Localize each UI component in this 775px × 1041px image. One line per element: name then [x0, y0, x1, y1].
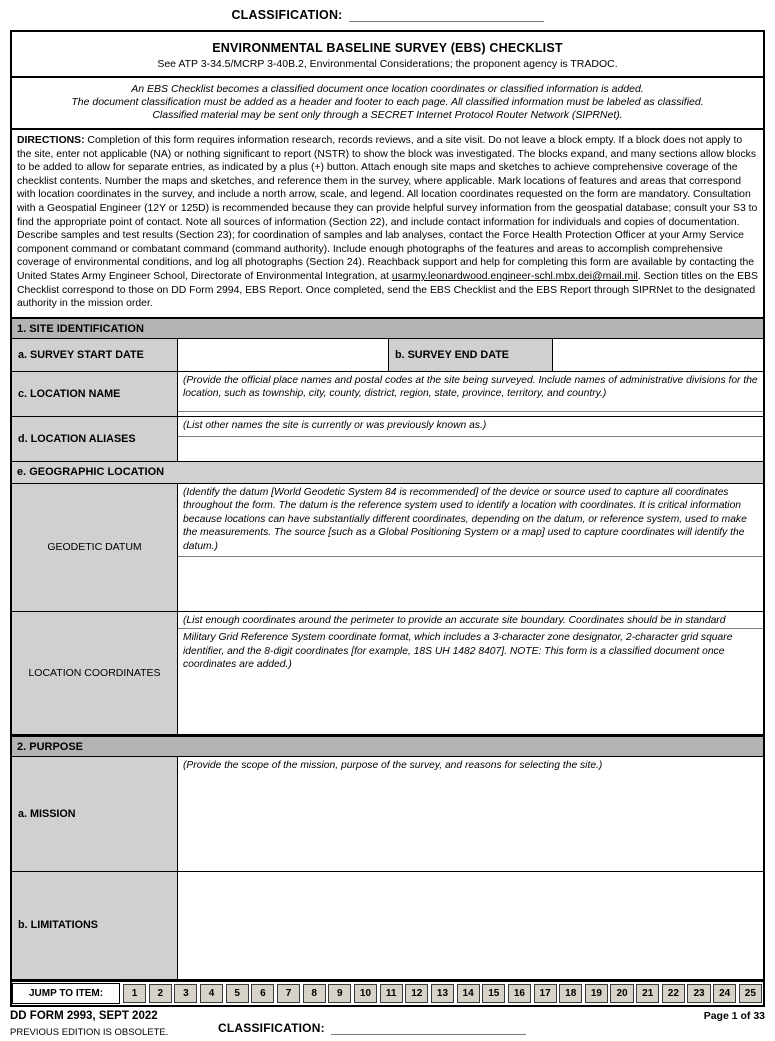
classification-input-top[interactable] [349, 9, 544, 22]
jump-button-19[interactable]: 19 [585, 984, 608, 1003]
classified-note-line: An EBS Checklist becomes a classified document once location coordinates or classified information is added. [131, 83, 644, 95]
form-subtitle: See ATP 3-34.5/MCRP 3-40B.2, Environmental Considerations; the proponent agency is TRADOC. [157, 58, 618, 70]
survey-dates-row [12, 339, 763, 372]
geodetic-datum-hint: (Identify the datum [World Geodetic System 84 is recommended] of the device or source used to capture all coordinates throughout the form. The datum is the reference system used to identify a location with coordinates. It is critical information because locations can have substantially different coordinates, depending on the datum, or reference system, used to make the measurements. The source [such as a Global Positioning System or a map] used to capture coordinates will identify the datum.) [178, 484, 763, 558]
jump-button-22[interactable]: 22 [662, 984, 685, 1003]
location-coordinates-label: LOCATION COORDINATES [12, 612, 178, 734]
location-name-row [12, 372, 763, 417]
directions-paragraph [12, 128, 763, 317]
jump-button-25[interactable]: 25 [739, 984, 762, 1003]
classified-note-block [12, 76, 763, 128]
location-coordinates-field[interactable] [178, 612, 763, 734]
limitations-field[interactable] [178, 872, 763, 979]
jump-button-17[interactable]: 17 [534, 984, 557, 1003]
top-classification-bar [0, 0, 775, 30]
jump-button-11[interactable]: 11 [380, 984, 403, 1003]
classification-label: CLASSIFICATION: [231, 8, 343, 22]
location-name-label: c. LOCATION NAME [12, 372, 178, 416]
classified-note-line: Classified material may be sent only through a SECRET Internet Protocol Router Network (SIPRNet). [152, 109, 623, 121]
previous-edition-note: PREVIOUS EDITION IS OBSOLETE. [10, 1026, 169, 1038]
jump-button-16[interactable]: 16 [508, 984, 531, 1003]
section-1-header: 1. SITE IDENTIFICATION [12, 317, 763, 339]
mission-label: a. MISSION [12, 757, 178, 871]
jump-to-item-label: JUMP TO ITEM: [12, 983, 120, 1004]
jump-button-3[interactable]: 3 [174, 984, 197, 1003]
jump-button-24[interactable]: 24 [713, 984, 736, 1003]
form-body [10, 30, 765, 1007]
survey-start-date-label: a. SURVEY START DATE [12, 339, 178, 371]
page-footer [10, 1007, 765, 1041]
classification-label: CLASSIFICATION: [218, 1020, 325, 1035]
geodetic-datum-label: GEODETIC DATUM [12, 484, 178, 611]
jump-button-1[interactable]: 1 [123, 984, 146, 1003]
location-coordinates-row [12, 612, 763, 735]
limitations-row [12, 872, 763, 980]
top-classification [231, 8, 543, 22]
jump-button-14[interactable]: 14 [457, 984, 480, 1003]
location-aliases-row [12, 417, 763, 462]
classification-input-bottom[interactable] [331, 1022, 526, 1035]
location-name-hint: (Provide the official place names and postal codes at the site being surveyed. Include names of administrative divisions for the location, such as township, city, county, district, region, state, province, territory, and country.) [178, 372, 763, 412]
jump-button-4[interactable]: 4 [200, 984, 223, 1003]
survey-start-date-field[interactable] [178, 339, 388, 371]
mission-hint: (Provide the scope of the mission, purpose of the survey, and reasons for selecting the site.) [183, 759, 603, 771]
jump-to-item-row [12, 980, 763, 1005]
jump-button-20[interactable]: 20 [610, 984, 633, 1003]
location-aliases-field[interactable] [178, 417, 763, 461]
directions-email-link[interactable]: usarmy.leonardwood.engineer-schl.mbx.dei@mail.mil [391, 270, 638, 282]
form-number: DD FORM 2993, SEPT 2022 [10, 1009, 158, 1022]
location-name-field[interactable] [178, 372, 763, 416]
jump-button-10[interactable]: 10 [354, 984, 377, 1003]
jump-button-21[interactable]: 21 [636, 984, 659, 1003]
location-aliases-label: d. LOCATION ALIASES [12, 417, 178, 461]
page-number: Page 1 of 33 [703, 1009, 765, 1022]
location-coordinates-hint-rest: Military Grid Reference System coordinate format, which includes a 3-character zone designator, 2-character grid square identifier, and the 8-digit coordinates [for example, 18S UH 1482 8407]. NOTE: This form is a classified document once coordinates are added.) [183, 632, 733, 671]
jump-button-5[interactable]: 5 [226, 984, 249, 1003]
jump-button-7[interactable]: 7 [277, 984, 300, 1003]
jump-button-18[interactable]: 18 [559, 984, 582, 1003]
bottom-classification [218, 1021, 526, 1035]
directions-tail: . Section titles on the EBS Checklist correspond to those on DD Form 2994, EBS Report. Once completed, send the EBS Checklist and the EBS Report through SIPRNet to the designated authority in the mission order. [17, 270, 758, 310]
jump-button-23[interactable]: 23 [687, 984, 710, 1003]
geographic-location-header: e. GEOGRAPHIC LOCATION [12, 462, 763, 484]
jump-button-12[interactable]: 12 [405, 984, 428, 1003]
jump-button-8[interactable]: 8 [303, 984, 326, 1003]
location-aliases-hint: (List other names the site is currently or was previously known as.) [178, 417, 763, 437]
survey-end-date-field[interactable] [553, 339, 763, 371]
form-title: ENVIRONMENTAL BASELINE SURVEY (EBS) CHECKLIST [212, 41, 563, 55]
mission-row [12, 757, 763, 872]
section-2-header: 2. PURPOSE [12, 735, 763, 757]
jump-button-15[interactable]: 15 [482, 984, 505, 1003]
limitations-label: b. LIMITATIONS [12, 872, 178, 979]
directions-body: Completion of this form requires information research, records reviews, and a site visit. Do not leave a block empty. If a block does not apply to the site, enter not applicable (NA) or nothing significant to report (NSTR) to show the block was investigated. The blocks expand, and many sections allow blocks to be added to allow for separate entries, as indicated by a plus (+) button. Attach enough site maps and sketches to achieve comprehensive coverage of the checklist contents. Number the maps and sketches, and reference them in the survey, where applicable. Mark locations of features and areas that correspond with location coordinates in the survey, and include a north arrow, scale, and legend. All location coordinates requested on the form are mandatory. Consultation with a Geospatial Engineer (12Y or 125D) is recommended because they can provide helpful survey information from the geospatial database; consult your S3 to find the appropriate point of contact. Note all sources of information (Section 22), and include contact information for individuals and copies of documentation. Describe samples and test results (Section 23); for coordination of samples and lab analyses, contact the Force Health Protection Officer at your Army Service component command or combatant command (command authority). Include enough photographs of the features and areas to accomplish comprehensive coverage of environmental conditions, and log all photographs (Section 24). Reachback support and help for completing this form are available by contacting the United States Army Engineer School, Directorate of Environmental Integration, at [17, 135, 758, 282]
footer-top-line [10, 1007, 765, 1022]
title-block [12, 32, 763, 76]
mission-field[interactable] [178, 757, 763, 871]
geodetic-datum-row [12, 484, 763, 612]
geodetic-datum-field[interactable] [178, 484, 763, 611]
jump-button-6[interactable]: 6 [251, 984, 274, 1003]
jump-button-9[interactable]: 9 [328, 984, 351, 1003]
directions-label: DIRECTIONS: [17, 135, 85, 146]
jump-button-13[interactable]: 13 [431, 984, 454, 1003]
classified-note-line: The document classification must be added as a header and footer to each page. All classified information must be labeled as classified. [71, 96, 704, 108]
survey-end-date-label: b. SURVEY END DATE [388, 339, 553, 371]
jump-button-2[interactable]: 2 [149, 984, 172, 1003]
location-coordinates-hint-line1: (List enough coordinates around the perimeter to provide an accurate site boundary. Coordinates should be in standard [178, 612, 763, 630]
jump-buttons [123, 984, 763, 1003]
